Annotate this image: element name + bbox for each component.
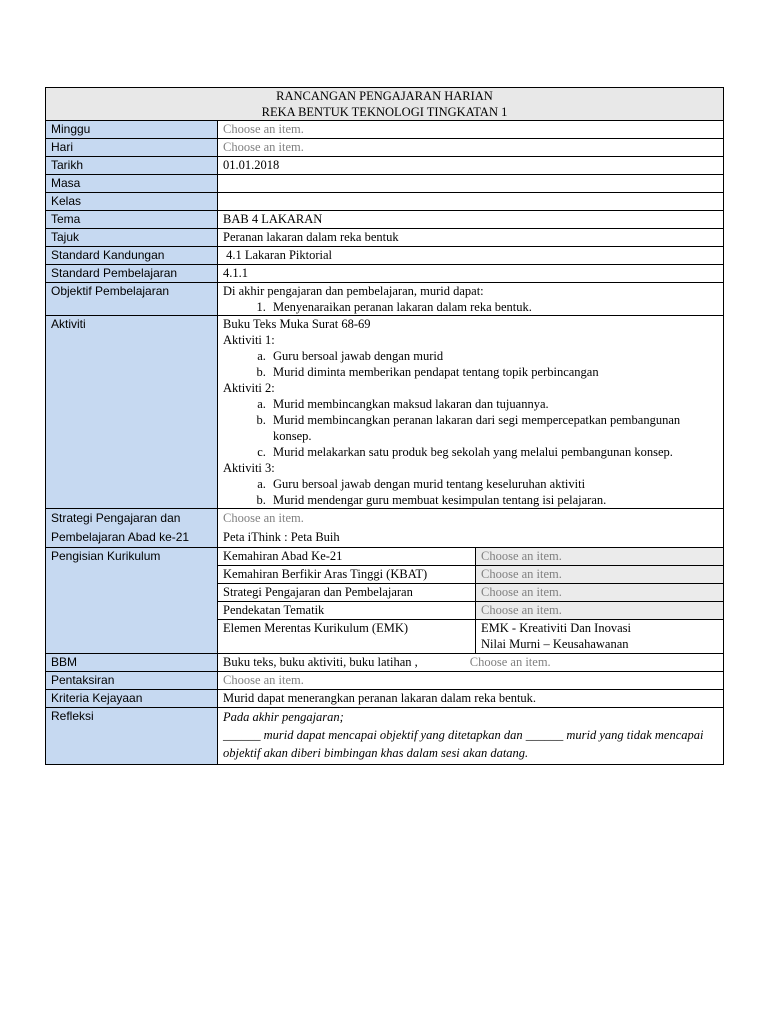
label-tajuk: Tajuk [46,229,218,247]
row-aktiviti [46,316,724,509]
hari-dropdown[interactable]: Choose an item. [218,139,724,157]
label-kelas: Kelas [46,193,218,211]
row-standard-pembelajaran [46,265,724,283]
row-kelas [46,193,724,211]
label-strategi: Strategi Pengajaran dan Pembelajaran Abad ke-21 [46,509,218,548]
aktiviti-field[interactable] [218,316,724,509]
emk-field[interactable] [476,620,724,654]
objektif-item: 1. Menyenaraikan peranan lakaran dalam reka bentuk. [269,299,718,315]
label-minggu: Minggu [46,121,218,139]
strategi-ithink: Peta iThink : Peta Buih [223,530,340,544]
strategi-field[interactable] [218,509,724,548]
pengisian-item-name: Kemahiran Berfikir Aras Tinggi (KBAT) [218,566,476,584]
kriteria-field[interactable]: Murid dapat menerangkan peranan lakaran dalam reka bentuk. [218,690,724,708]
row-objektif [46,283,724,316]
aktiviti-2-title: Aktiviti 2: [223,381,275,395]
pengisian-item-name: Strategi Pengajaran dan Pembelajaran [218,584,476,602]
row-tema [46,211,724,229]
row-strategi [46,509,724,548]
label-aktiviti: Aktiviti [46,316,218,509]
label-objektif: Objektif Pembelajaran [46,283,218,316]
emk-value-1: EMK - Kreativiti Dan Inovasi [481,621,631,635]
row-masa [46,175,724,193]
pengisian-item-name: Pendekatan Tematik [218,602,476,620]
label-refleksi: Refleksi [46,708,218,765]
row-kriteria [46,690,724,708]
label-hari: Hari [46,139,218,157]
list-item: a. Murid membincangkan maksud lakaran dan tujuannya. [269,396,718,412]
row-minggu [46,121,724,139]
label-pengisian: Pengisian Kurikulum [46,548,218,654]
row-pentaksiran [46,672,724,690]
refleksi-field[interactable] [218,708,724,765]
minggu-dropdown[interactable]: Choose an item. [218,121,724,139]
plan-title: RANCANGAN PENGAJARAN HARIAN [276,89,493,103]
plan-header [46,88,724,121]
label-standard-pembelajaran: Standard Pembelajaran [46,265,218,283]
refleksi-line-2: ______ murid dapat mencapai objektif yang ditetapkan dan ______ murid yang tidak mencapai objektif akan diberi bimbingan khas dalam sesi akan datang. [223,728,704,760]
label-bbm: BBM [46,654,218,672]
pengisian-item-name: Elemen Merentas Kurikulum (EMK) [218,620,476,654]
row-bbm [46,654,724,672]
row-refleksi [46,708,724,765]
strategi-dropdown[interactable]: Choose an item. [223,511,304,525]
label-masa: Masa [46,175,218,193]
refleksi-line-1: Pada akhir pengajaran; [223,710,344,724]
list-item: c. Murid melakarkan satu produk beg sekolah yang melalui pembangunan konsep. [269,444,718,460]
objektif-field[interactable] [218,283,724,316]
list-item: a. Guru bersoal jawab dengan murid tentang keseluruhan aktiviti [269,476,718,492]
aktiviti-2-list [223,396,718,460]
pentaksiran-dropdown[interactable]: Choose an item. [218,672,724,690]
standard-pembelajaran-field[interactable]: 4.1.1 [218,265,724,283]
tema-field[interactable]: BAB 4 LAKARAN [218,211,724,229]
bbm-dropdown[interactable]: Choose an item. [469,655,551,669]
bbm-field[interactable] [218,654,724,672]
aktiviti-1-list [223,348,718,380]
bbm-text: Buku teks, buku aktiviti, buku latihan , [223,655,418,669]
objektif-intro: Di akhir pengajaran dan pembelajaran, murid dapat: [223,284,484,298]
label-tarikh: Tarikh [46,157,218,175]
tajuk-field[interactable]: Peranan lakaran dalam reka bentuk [218,229,724,247]
pengisian-dropdown[interactable]: Choose an item. [476,584,724,602]
plan-subtitle: REKA BENTUK TEKNOLOGI TINGKATAN 1 [261,105,508,119]
masa-field[interactable] [218,175,724,193]
aktiviti-1-title: Aktiviti 1: [223,333,275,347]
kelas-field[interactable] [218,193,724,211]
pengisian-dropdown[interactable]: Choose an item. [476,566,724,584]
row-standard-kandungan [46,247,724,265]
list-item: b. Murid diminta memberikan pendapat tentang topik perbincangan [269,364,718,380]
list-item: b. Murid mendengar guru membuat kesimpulan tentang isi pelajaran. [269,492,718,508]
label-kriteria: Kriteria Kejayaan [46,690,218,708]
label-pentaksiran: Pentaksiran [46,672,218,690]
aktiviti-3-title: Aktiviti 3: [223,461,275,475]
tarikh-field[interactable]: 01.01.2018 [218,157,724,175]
pengisian-dropdown[interactable]: Choose an item. [476,602,724,620]
row-hari [46,139,724,157]
pengisian-item-name: Kemahiran Abad Ke-21 [218,548,476,566]
list-item: b. Murid membincangkan peranan lakaran dari segi mempercepatkan pembangunan konsep. [269,412,718,444]
row-pengisian [46,548,724,566]
row-tarikh [46,157,724,175]
standard-kandungan-field[interactable]: 4.1 Lakaran Piktorial [218,247,724,265]
objektif-list [223,299,718,315]
list-item: a. Guru bersoal jawab dengan murid [269,348,718,364]
lesson-plan-table [45,87,724,765]
aktiviti-intro: Buku Teks Muka Surat 68-69 [223,317,371,331]
aktiviti-3-list [223,476,718,508]
label-standard-kandungan: Standard Kandungan [46,247,218,265]
label-tema: Tema [46,211,218,229]
pengisian-dropdown[interactable]: Choose an item. [476,548,724,566]
row-tajuk [46,229,724,247]
emk-value-2: Nilai Murni – Keusahawanan [481,637,629,651]
